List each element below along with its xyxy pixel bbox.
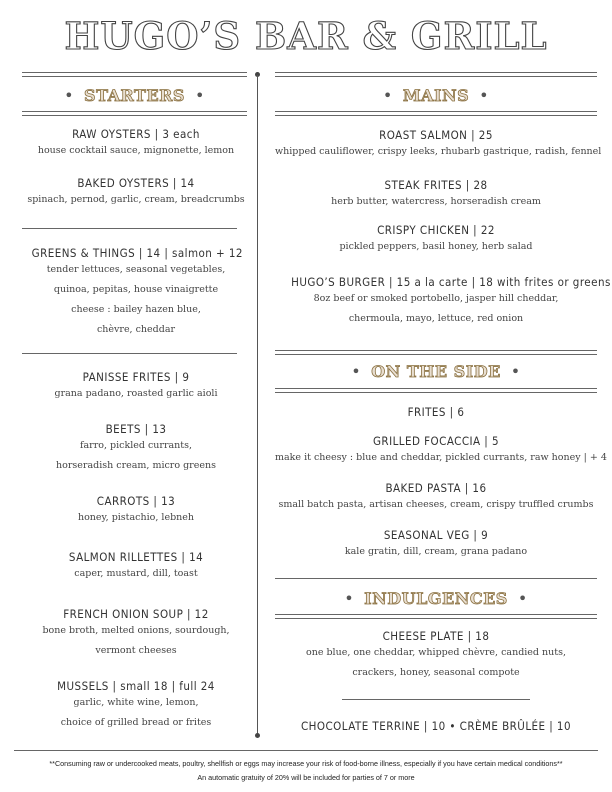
item-desc: vermont cheeses (95, 645, 177, 656)
item-name: ROAST SALMON | 25 (379, 128, 493, 142)
bullet: • (344, 589, 355, 608)
menu-item (20, 679, 252, 733)
indulgences-divider (342, 699, 530, 700)
item-name: CHEESE PLATE | 18 (382, 629, 490, 643)
item-desc: choice of grilled bread or frites (60, 717, 212, 728)
footer-rule (14, 750, 598, 751)
item-desc: crackers, honey, seasonal compote (352, 667, 520, 678)
mains-rule (275, 111, 597, 116)
item-name: BAKED OYSTERS | 14 (77, 176, 195, 190)
footer-gratuity: An automatic gratuity of 20% will be included for parties of 7 or more (197, 773, 415, 782)
section-starters (22, 86, 247, 105)
menu-item (20, 494, 252, 528)
section-mains-label: MAINS (402, 86, 470, 105)
item-desc: small batch pasta, artisan cheeses, cream, crispy truffled crumbs (278, 499, 594, 510)
item-desc: honey, pistachio, lebneh (77, 512, 195, 523)
item-desc: 8oz beef or smoked portobello, jasper hill cheddar, (313, 293, 559, 304)
right-top-rule (275, 72, 597, 77)
menu-item (275, 128, 602, 162)
section-on-the-side-label: ON THE SIDE (371, 362, 501, 381)
section-indulgences-label: INDULGENCES (364, 589, 508, 608)
item-name: MUSSELS | small 18 | full 24 (57, 679, 215, 693)
item-name: CHOCOLATE TERRINE | 10 • CRÈME BRÛLÉE | 10 (300, 719, 572, 733)
menu-item (275, 434, 607, 468)
bullet: • (351, 362, 362, 381)
menu-item (20, 550, 252, 584)
menu-item (20, 176, 252, 210)
section-starters-label: STARTERS (84, 86, 185, 105)
menu-item (275, 275, 611, 329)
item-desc: tender lettuces, seasonal vegetables, (46, 264, 226, 275)
item-desc: house cocktail sauce, mignonette, lemon (37, 145, 235, 156)
starters-divider (22, 353, 237, 354)
item-desc: chermoula, mayo, lettuce, red onion (348, 313, 524, 324)
menu-item (275, 178, 597, 212)
section-indulgences (275, 589, 597, 608)
item-name: GRILLED FOCACCIA | 5 (372, 434, 500, 448)
item-name: BAKED PASTA | 16 (385, 481, 487, 495)
item-desc: caper, mustard, dill, toast (74, 568, 198, 579)
item-name: GREENS & THINGS | 14 | salmon + 12 (31, 246, 243, 260)
divider-dot-bottom (255, 733, 260, 738)
item-name: FRITES | 6 (407, 405, 465, 419)
bullet: • (510, 362, 521, 381)
menu-item (20, 370, 252, 404)
starters-divider (22, 228, 237, 229)
menu-item (20, 422, 252, 476)
item-desc: farro, pickled currants, (80, 440, 192, 451)
menu-item (275, 481, 597, 515)
menu-item (275, 719, 597, 733)
item-name: SEASONAL VEG | 9 (383, 528, 489, 542)
bullet: • (479, 86, 490, 105)
item-desc: quinoa, pepitas, house vinaigrette (53, 284, 219, 295)
restaurant-title: HUGO’S BAR & GRILL (64, 14, 548, 58)
menu-item (275, 629, 597, 683)
item-desc: spinach, pernod, garlic, cream, breadcrumbs (27, 194, 245, 205)
bullet: • (64, 86, 75, 105)
menu-item (20, 607, 252, 661)
item-desc: whipped cauliflower, crispy leeks, rhubarb gastrique, radish, fennel (275, 146, 602, 157)
item-name: PANISSE FRITES | 9 (82, 370, 190, 384)
side-rule-top (275, 350, 597, 355)
item-desc: make it cheesy : blue and cheddar, pickled currants, raw honey | + 4 (275, 452, 607, 463)
indulgences-rule-bottom (275, 614, 597, 619)
item-desc: garlic, white wine, lemon, (73, 697, 199, 708)
indulgences-rule-top (275, 578, 597, 579)
item-desc: one blue, one cheddar, whipped chèvre, candied nuts, (306, 647, 566, 658)
item-desc: cheese : bailey hazen blue, (71, 304, 201, 315)
item-name: HUGO’S BURGER | 15 a la carte | 18 with frites or greens (291, 275, 611, 289)
section-mains (275, 86, 597, 105)
item-name: STEAK FRITES | 28 (384, 178, 488, 192)
item-name: RAW OYSTERS | 3 each (72, 127, 200, 141)
item-desc: chèvre, cheddar (96, 324, 176, 335)
item-name: CARROTS | 13 (96, 494, 176, 508)
menu-item (20, 246, 252, 340)
menu-item (275, 223, 597, 257)
item-desc: grana padano, roasted garlic aioli (54, 388, 218, 399)
bullet: • (382, 86, 393, 105)
menu-item (275, 405, 597, 419)
side-rule-bottom (275, 388, 597, 393)
menu-item (275, 528, 597, 562)
item-name: CRISPY CHICKEN | 22 (377, 223, 495, 237)
item-desc: bone broth, melted onions, sourdough, (42, 625, 230, 636)
left-top-rule (22, 72, 247, 77)
section-on-the-side (275, 362, 597, 381)
starters-rule (22, 111, 247, 116)
item-desc: pickled peppers, basil honey, herb salad (339, 241, 533, 252)
item-name: SALMON RILLETTES | 14 (68, 550, 204, 564)
item-desc: horseradish cream, micro greens (56, 460, 216, 471)
item-name: BEETS | 13 (105, 422, 167, 436)
menu-item (20, 127, 252, 161)
item-desc: herb butter, watercress, horseradish cream (331, 196, 541, 207)
bullet: • (194, 86, 205, 105)
item-desc: kale gratin, dill, cream, grana padano (344, 546, 528, 557)
footer-warning: **Consuming raw or undercooked meats, poultry, shellfish or eggs may increase your risk of food-borne illness, especially if you have certain medical conditions** (49, 759, 563, 768)
item-name: FRENCH ONION SOUP | 12 (63, 607, 209, 621)
bullet: • (517, 589, 528, 608)
column-divider (257, 75, 258, 735)
